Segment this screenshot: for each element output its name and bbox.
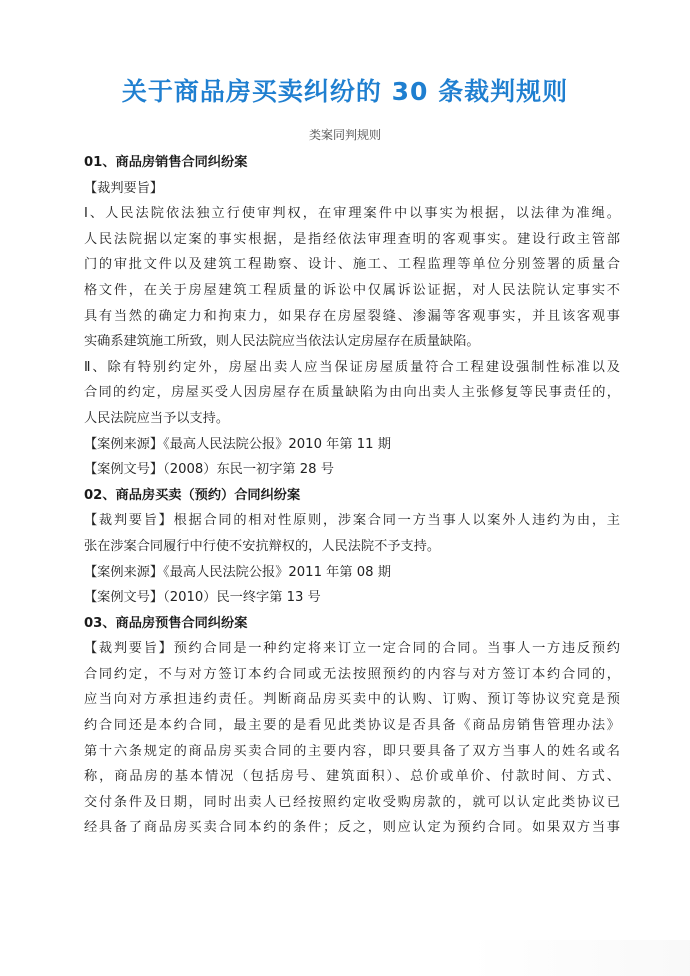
body-line: 合同的约定，房屋买受人因房屋存在质量缺陷为由向出卖人主张修复等民事责任的， — [84, 385, 620, 401]
document-title: 关于商品房买卖纠纷的 30 条裁判规则 — [121, 77, 569, 106]
body-line: 人民法院据以定案的事实根据，是指经依法审理查明的客观事实。建设行政主管部 — [84, 231, 620, 247]
body-line: 约合同还是本约合同，最主要的是看见此类协议是否具备《商品房销售管理办法》 — [84, 718, 620, 734]
label-line: 【案例文号】（2010）民一终字第 13 号 — [84, 590, 321, 606]
body-line: Ⅰ、人民法院依法独立行使审判权，在审理案件中以事实为根据，以法律为准绳。 — [84, 206, 620, 222]
label-line: 【案例来源】《最高人民法院公报》2010 年第 11 期 — [84, 436, 391, 452]
body-line: 合同约定，不与对方签订本约合同或无法按照预约的内容与对方签订本约合同的， — [84, 666, 620, 682]
bottom-fade — [470, 940, 690, 976]
section-heading: 03、商品房预售合同纠纷案 — [84, 615, 248, 631]
body-line: 【裁判要旨】预约合同是一种约定将来订立一定合同的合同。当事人一方违反预约 — [84, 641, 620, 657]
body-line: 具有当然的确定力和拘束力，如果存在房屋裂缝、渗漏等客观事实，并且该客观事 — [84, 308, 620, 324]
paragraph-end-line: 人民法院应当予以支持。 — [84, 410, 230, 426]
paragraph-end-line: 实确系建筑施工所致，则人民法院应当依法认定房屋存在质量缺陷。 — [84, 334, 480, 350]
section-heading: 02、商品房买卖（预约）合同纠纷案 — [84, 487, 301, 503]
body-line: 门的审批文件以及建筑工程勘察、设计、施工、工程监理等单位分别签署的质量合 — [84, 257, 620, 273]
paragraph-end-line: 张在涉案合同履行中行使不安抗辩权的，人民法院不予支持。 — [84, 538, 441, 554]
label-line: 【案例文号】（2008）东民一初字第 28 号 — [84, 462, 334, 478]
body-line: 交付条件及日期，同时出卖人已经按照约定收受购房款的，就可以认定此类协议已 — [84, 794, 620, 810]
body-line: 经具备了商品房买卖合同本约的条件；反之，则应认定为预约合同。如果双方当事 — [84, 820, 620, 836]
body-line: Ⅱ、除有特别约定外，房屋出卖人应当保证房屋质量符合工程建设强制性标准以及 — [84, 359, 620, 375]
section-heading: 01、商品房销售合同纠纷案 — [84, 155, 248, 170]
document-body — [84, 150, 620, 841]
label-line: 【案例来源】《最高人民法院公报》2011 年第 08 期 — [84, 564, 391, 580]
label-line: 【裁判要旨】 — [84, 180, 164, 196]
document-subtitle: 类案同判规则 — [308, 128, 381, 142]
body-line: 格文件，在关于房屋建筑工程质量的诉讼中仅属诉讼证据，对人民法院认定事实不 — [84, 282, 620, 298]
body-line: 【裁判要旨】根据合同的相对性原则，涉案合同一方当事人以案外人违约为由，主 — [84, 513, 620, 529]
body-line: 称，商品房的基本情况（包括房号、建筑面积）、总价或单价、付款时间、方式、 — [84, 769, 620, 785]
body-line: 第十六条规定的商品房买卖合同的主要内容，即只要具备了双方当事人的姓名或名 — [84, 743, 620, 759]
body-line: 应当向对方承担违约责任。判断商品房买卖中的认购、订购、预订等协议究竟是预 — [84, 692, 620, 708]
